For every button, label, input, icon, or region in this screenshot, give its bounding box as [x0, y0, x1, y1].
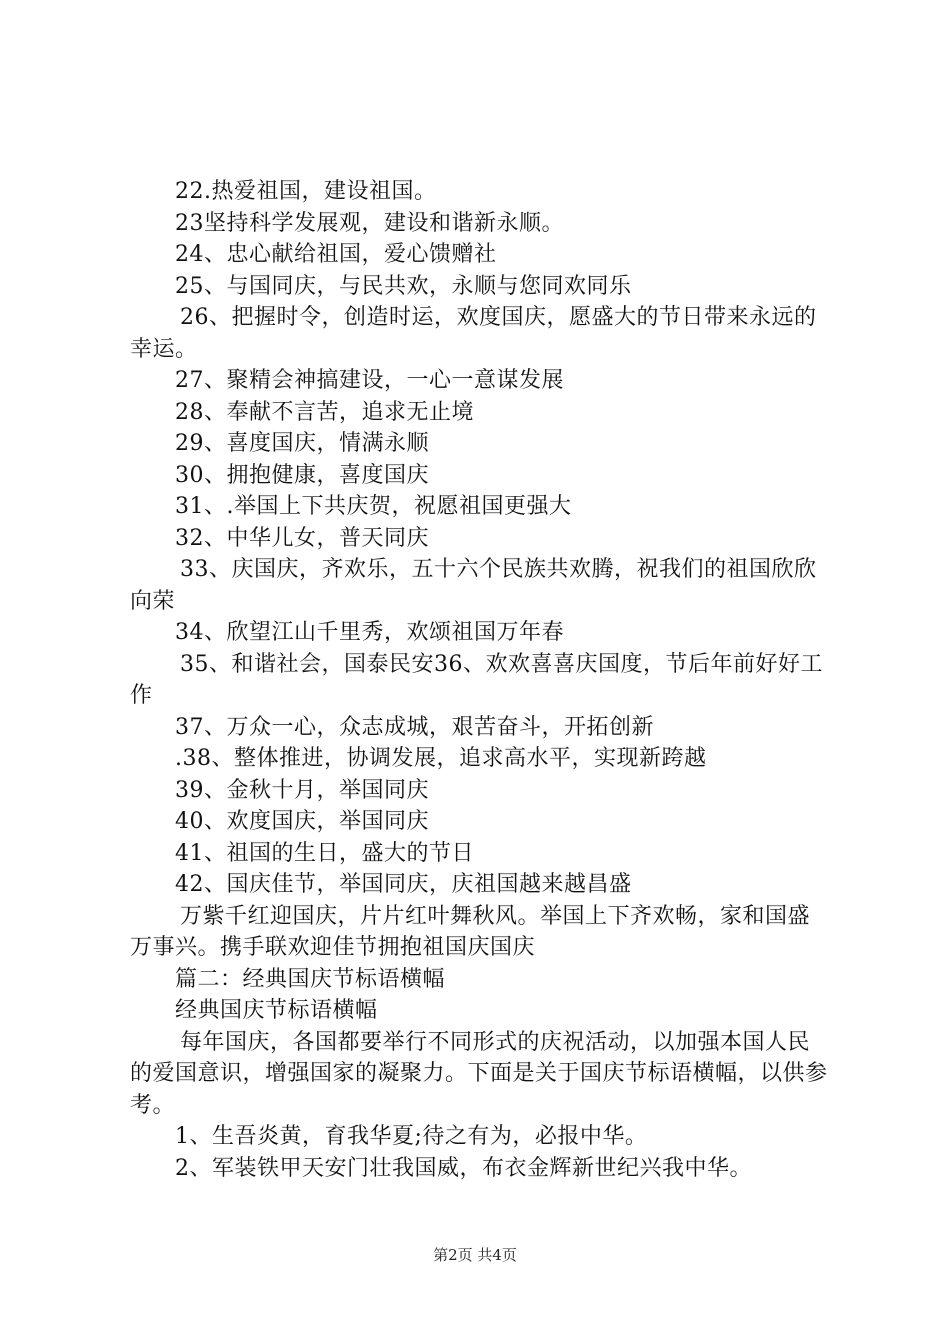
paragraph: 31、.举国上下共庆贺，祝愿祖国更强大 [175, 494, 572, 519]
paragraph: .38、整体推进，协调发展，追求高水平，实现新跨越 [175, 746, 707, 771]
paragraph: 28、奉献不言苦，追求无止境 [175, 399, 474, 425]
paragraph: 30、拥抱健康，喜度国庆 [175, 462, 429, 488]
paragraph: 24、忠心献给祖国，爱心馈赠社 [175, 242, 497, 267]
paragraph: 每年国庆，各国都要举行不同形式的庆祝活动，以加强本国人民的爱国意识，增强国家的凝聚力。下面是关于国庆节标语横幅，以供参考。 [130, 1029, 828, 1118]
page-footer [0, 1244, 950, 1265]
paragraph: 40、欢度国庆，举国同庆 [175, 809, 429, 834]
paragraph: 37、万众一心，众志成城，艰苦奋斗，开拓创新 [175, 714, 654, 740]
paragraph: 34、欣望江山千里秀，欢颂祖国万年春 [175, 620, 564, 645]
paragraph: 41、祖国的生日，盛大的节日 [175, 840, 474, 866]
paragraph: 1、生吾炎黄，育我华夏;待之有为，必报中华。 [175, 1124, 648, 1149]
paragraph: 39、金秋十月，举国同庆 [175, 777, 429, 803]
paragraph: 33、庆国庆，齐欢乐，五十六个民族共欢腾，祝我们的祖国欣欣向荣 [130, 557, 817, 614]
paragraph: 万紫千红迎国庆，片片红叶舞秋风。举国上下齐欢畅，家和国盛万事兴。携手联欢迎佳节拥抱祖国庆国庆 [130, 903, 811, 960]
paragraph: 26、把握时令，创造时运，欢度国庆，愿盛大的节日带来永远的幸运。 [130, 305, 817, 362]
paragraph: 32、中华儿女，普天同庆 [175, 525, 429, 551]
document-body [130, 176, 830, 1184]
paragraph: 27、聚精会神搞建设，一心一意谋发展 [175, 368, 564, 393]
paragraph: 2、军装铁甲天安门壮我国威，布衣金辉新世纪兴我中华。 [175, 1155, 752, 1181]
paragraph: 25、与国同庆，与民共欢，永顺与您同欢同乐 [175, 273, 632, 299]
paragraph: 29、喜度国庆，情满永顺 [175, 431, 429, 456]
paragraph: 23坚持科学发展观，建设和谐新永顺。 [175, 210, 564, 236]
paragraph: 篇二：经典国庆节标语横幅 [175, 966, 446, 992]
paragraph: 42、国庆佳节，举国同庆，庆祖国越来越昌盛 [175, 872, 632, 897]
paragraph: 35、和谐社会，国泰民安36、欢欢喜喜庆国度，节后年前好好工作 [130, 651, 823, 708]
paragraph: 22.热爱祖国，建设祖国。 [175, 179, 437, 204]
paragraph: 经典国庆节标语横幅 [175, 998, 378, 1023]
page-number: 第2页 共4页 [433, 1246, 517, 1264]
